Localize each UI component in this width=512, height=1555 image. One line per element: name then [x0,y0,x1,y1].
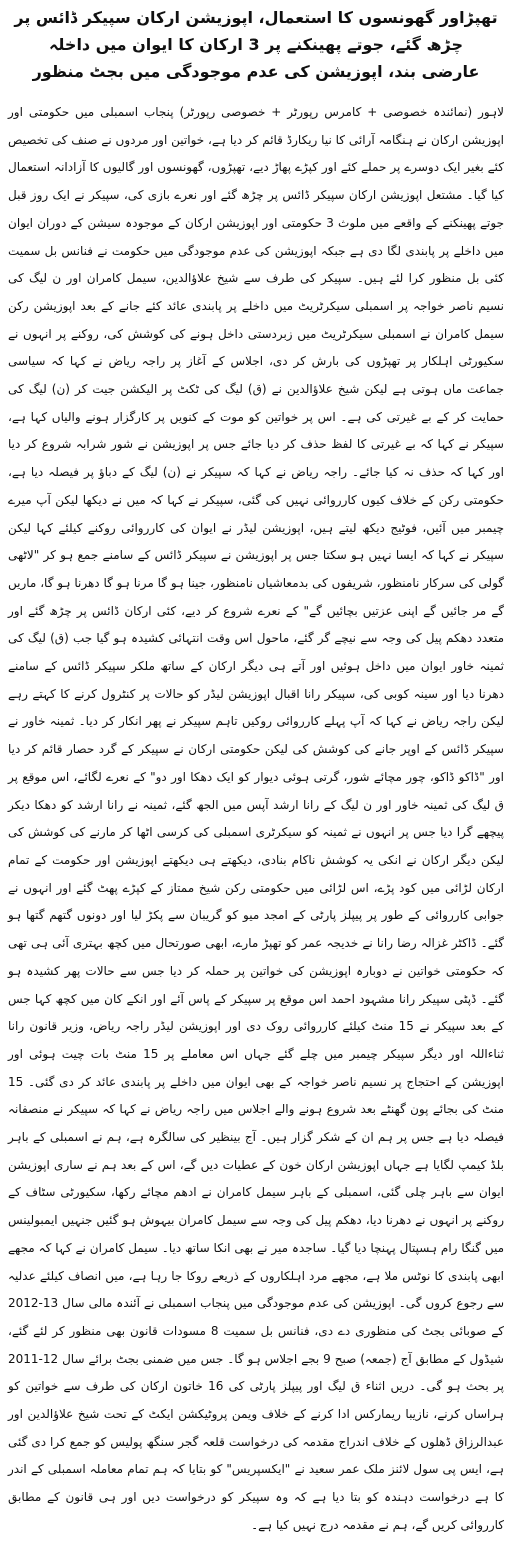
headline-line-1: تھپڑاور گھونسوں کا استعمال، اپوزیشن ارکان سپیکر ڈائس پر چڑھ گئے، جوتے پھینکنے پر 3 ارکان کا ایوان میں داخلہ [14,8,498,54]
headline-line-2: عارضی بند، اپوزیشن کی عدم موجودگی میں بجٹ منظور [32,62,480,81]
headline [8,4,504,85]
article-body [8,99,504,1540]
article-paragraph: لاہور (نمائندہ خصوصی + کامرس رپورٹر + خصوصی رپورٹر) پنجاب اسمبلی میں حکومتی اور اپوزیشن ارکان نے ہنگامہ آرائی کا نیا ریکارڈ قائم کر دیا ہے، خواتین اور مردوں نے صنف کی تخصیص کئے بغیر ایک دوسرے پر حملے کئے اور کپڑے پھاڑ دیے، تھپڑوں، گھونسوں اور گالیوں کا آزادانہ استعمال کیا گیا۔ مشتعل اپوزیشن ارکان سپیکر ڈائس پر چڑھ گئے اور نعرے بازی کی، سپیکر نے ایک روز قبل جوتے پھینکنے کے واقعے میں ملوث 3 حکومتی اور اپوزیشن ارکان کے موجودہ سیشن کے دوران ایوان میں داخلے پر پابندی لگا دی ہے جبکہ اپوزیشن کی عدم موجودگی میں حکومت نے فنانس بل سمیت کئی بل منظور کرا لئے ہیں۔ سپیکر کی طرف سے شیخ علاؤالدین، سیمل کامران اور ن لیگ کی نسیم ناصر خواجہ پر اسمبلی سیکرٹریٹ میں داخلے پر پابندی عائد کئے جانے کے بعد اپوزیشن رکن سیمل کامران نے اسمبلی سیکرٹریٹ میں زبردستی داخل ہونے کی کوشش کی، روکنے پر انہوں نے سکیورٹی اہلکار پر تھپڑوں کی بارش کر دی، اجلاس کے آغاز پر راجہ ریاض نے کہا کہ سیاسی جماعت ماں ہوتی ہے لیکن شیخ علاؤالدین نے (ق) لیگ کی ٹکٹ پر الیکشن جیت کر (ن) لیگ کی حمایت کر کے بے غیرتی کی ہے۔ اس پر خواتین کو موت کے کنویں پر کارگزار ہونے والیاں کہا ہے، سپیکر نے کہا کہ بے غیرتی کا لفظ حذف کر دیا جائے جس پر اپوزیشن نے شور شرابہ شروع کر دیا اور کہا کہ حذف نہ کیا جائے۔ راجہ ریاض نے کہا کہ سپیکر نے (ن) لیگ کے دباؤ پر فیصلہ دیا ہے، حکومتی رکن کے خلاف کیوں کارروائی نہیں کی گئی، سپیکر نے کہا کہ میں نے دیکھا لیکن آپ میرے چیمبر میں آئیں، فوٹیج دیکھ لیتے ہیں، اپوزیشن لیڈر نے ایوان کی کارروائی روکنے کیلئے کہا لیکن سپیکر نے کہا کہ ایسا نہیں ہو سکتا جس پر اپوزیشن نے سپیکر ڈائس کے سامنے جمع ہو کر "لاٹھی گولی کی سرکار نامنظور، شریفوں کی بدمعاشیاں نامنظور، جینا ہو گا مرنا ہو گا دھرنا ہو گا، ماریں گے مر جائیں گے اپنی عزتیں بچائیں گے" کے نعرے شروع کر دیے، کئی ارکان ڈائس پر چڑھ گئے اور متعدد دھکم پیل کی وجہ سے نیچے گر گئے، ماحول اس وقت انتہائی کشیدہ ہو گیا جب (ق) لیگ کی ثمینہ خاور ایوان میں داخل ہوئیں اور آتے ہی دیگر ارکان کے ساتھ ملکر سپیکر ڈائس کے سامنے دھرنا دیا اور سینہ کوبی کی، سپیکر رانا اقبال اپوزیشن لیڈر کو حالات پر کنٹرول کرنے کا کہتے رہے لیکن راجہ ریاض نے کہا کہ آپ پہلے کارروائی روکیں تاہم سپیکر نے پھر انکار کر دیا۔ ثمینہ خاور نے سپیکر ڈائس کے اوپر جانے کی کوشش کی لیکن حکومتی ارکان نے سپیکر کے گرد حصار قائم کر دیا اور "ڈاکو ڈاکو، چور مچائے شور، گرتی ہوئی دیوار کو ایک دھکا اور دو" کے نعرے لگائے، اس موقع پر ق لیگ کی ثمینہ خاور اور ن لیگ کے رانا ارشد آپس میں الجھ گئے، ثمینہ نے رانا ارشد کو دھکا دیکر پیچھے گرا دیا جس پر انہوں نے ثمینہ کو سیکرٹری اسمبلی کی کرسی اٹھا کر مارنے کی کوشش کی لیکن دیگر ارکان نے انکی یہ کوشش ناکام بنادی، دیکھتے ہی دیکھتے اپوزیشن اور حکومت کے تمام ارکان لڑائی میں کود پڑے، اس لڑائی میں حکومتی رکن شیخ ممتاز کے کپڑے پھٹ گئے اور انہوں نے جوابی کارروائی کے طور پر پیپلز پارٹی کے امجد میو کو گریبان سے پکڑ لیا اور دونوں گتھم گتھا ہو گئے۔ ڈاکٹر غزالہ رضا رانا نے خدیجہ عمر کو تھپڑ مارے، ابھی صورتحال میں کچھ بہتری آئی ہی تھی کہ حکومتی خواتین نے دوبارہ اپوزیشن کی خواتین پر حملہ کر دیا جس سے حالات پھر کشیدہ ہو گئے۔ ڈپٹی سپیکر رانا مشہود احمد اس موقع پر سپیکر کے پاس آئے اور انکے کان میں کچھ کہا جس کے بعد سپیکر نے 15 منٹ کیلئے کارروائی روک دی اور اپوزیشن لیڈر راجہ ریاض، وزیر قانون رانا ثناءاللہ اور دیگر سپیکر چیمبر میں چلے گئے جہاں اس معاملے پر 15 منٹ بات چیت ہوئی اور اپوزیشن کے احتجاج پر نسیم ناصر خواجہ کے بھی ایوان میں داخلے پر پابندی عائد کر دی گئی۔ 15 منٹ کی بجائے پون گھنٹے بعد شروع ہونے والے اجلاس میں راجہ ریاض نے کہا کہ سپیکر نے منصفانہ فیصلہ دیا ہے جس پر ہم ان کے شکر گزار ہیں۔ آج بینظیر کی سالگرہ ہے، ہم نے اسمبلی کے باہر بلڈ کیمپ لگایا ہے جہاں اپوزیشن ارکان خون کے عطیات دیں گے، اس کے بعد ہم نے ساری اپوزیشن ایوان سے باہر چلی گئی، اسمبلی کے باہر سیمل کامران نے ادھم مچائے رکھا، سکیورٹی سٹاف کے روکنے پر انہوں نے دھرنا دیا، دھکم پیل کی وجہ سے سیمل کامران بیہوش ہو گئیں جنہیں ایمبولینس میں گنگا رام ہسپتال پہنچا دیا گیا۔ ساجدہ میر نے بھی انکا ساتھ دیا۔ سیمل کامران نے کہا کہ مجھے ابھی پابندی کا نوٹس ملا ہے، مجھے مرد اہلکاروں کے ذریعے روکا جا رہا ہے، میں انصاف کیلئے عدلیہ سے رجوع کروں گی۔ اپوزیشن کی عدم موجودگی میں پنجاب اسمبلی نے آئندہ مالی سال 13-2012 کے صوبائی بجٹ کی منظوری دے دی، فنانس بل سمیت 8 مسودات قانون بھی منظور کر لئے گئے، شیڈول کے مطابق آج (جمعہ) صبح 9 بجے اجلاس ہو گا۔ جس میں ضمنی بجٹ برائے سال 12-2011 پر بحث ہو گی۔ دریں اثناء ق لیگ اور پیپلز پارٹی کی 16 خاتون ارکان کی طرف سے خواتین کو ہراساں کرنے، نازیبا ریمارکس ادا کرنے کے خلاف ویمن پروٹیکشن ایکٹ کے تحت شیخ علاؤالدین اور عبدالرزاق ڈھلوں کے خلاف اندراج مقدمہ کی درخواست قلعہ گجر سنگھ پولیس کو جمع کرا دی گئی ہے، ایس پی سول لائنز ملک عمر سعید نے "ایکسپریس" کو بتایا کہ ہم تمام معاملہ اسمبلی کے اندر کا ہے درخواست دہندہ کو بتا دیا ہے کہ وہ سپیکر کو درخواست دیں اور ہی قانون کے مطابق کارروائی کریں گے، ہم نے مقدمہ درج نہیں کیا ہے۔ [8,105,505,1532]
